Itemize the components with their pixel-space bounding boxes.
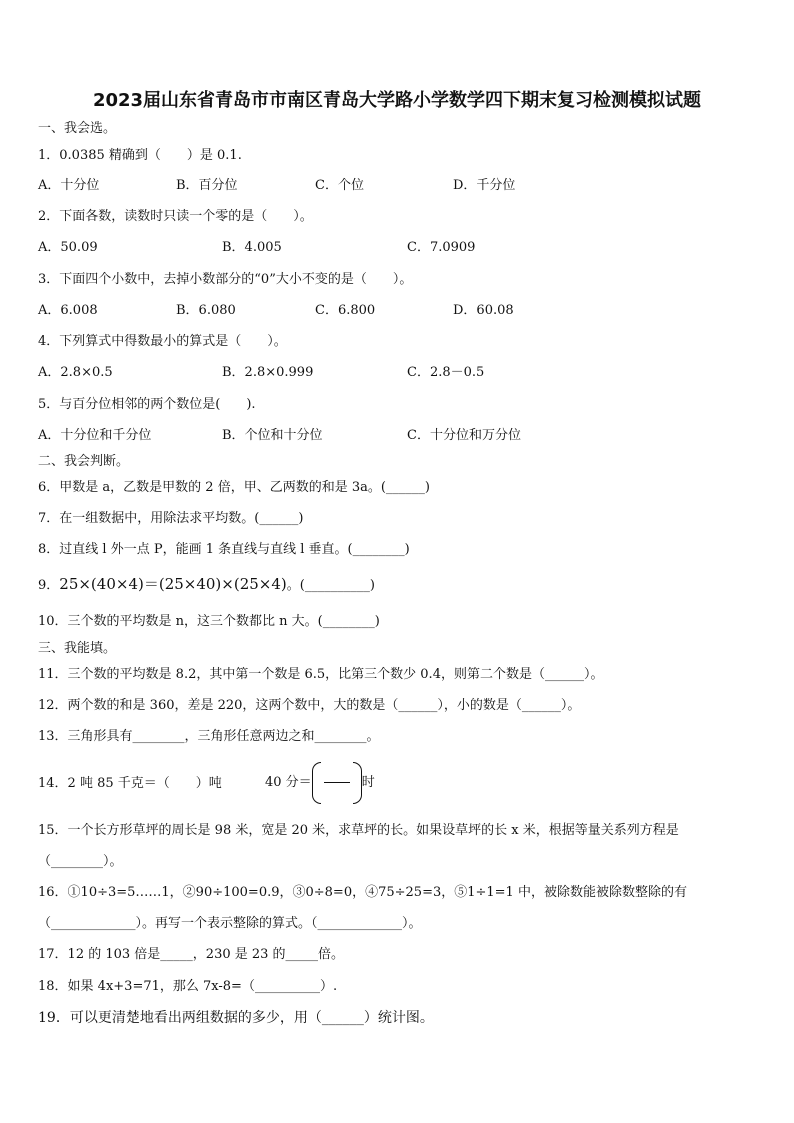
section-choice: 一、我会选。 [38, 121, 117, 136]
question-1: 1．0.0385 精确到（ ）是 0.1. [38, 148, 242, 163]
question-8: 8．过直线 l 外一点 P，能画 1 条直线与直线 l 垂直。(________) [38, 542, 410, 557]
q1-option-b: B．百分位 [176, 178, 238, 193]
q1-option-a: A．十分位 [38, 178, 100, 193]
q3-option-a: A．6.008 [38, 303, 98, 318]
question-2: 2．下面各数，读数时只读一个零的是（ ）。 [38, 209, 313, 224]
q5-option-a: A．十分位和千分位 [38, 428, 152, 443]
q9-expression: 25×(40×4)＝(25×40)×(25×4) [59, 575, 287, 593]
question-5: 5．与百分位相邻的两个数位是( ). [38, 397, 256, 412]
question-13: 13．三角形具有________，三角形任意两边之和________。 [38, 729, 380, 744]
question-11: 11．三个数的平均数是 8.2，其中第一个数是 6.5，比第三个数少 0.4，则第二个数是（______）。 [38, 667, 604, 682]
question-14-weight: 14．2 吨 85 千克＝（ ）吨 [38, 776, 222, 791]
question-9 [38, 575, 375, 595]
question-4: 4．下列算式中得数最小的算式是（ ）。 [38, 334, 287, 349]
q3-option-d: D．60.08 [453, 303, 514, 318]
q2-option-a: A．50.09 [38, 240, 98, 255]
q3-option-b: B．6.080 [176, 303, 236, 318]
section-judge: 二、我会判断。 [38, 454, 130, 469]
q3-option-c: C．6.800 [315, 303, 376, 318]
fraction-blank [312, 762, 362, 804]
q9-blank: 。(__________) [286, 578, 375, 593]
question-10: 10．三个数的平均数是 n，这三个数都比 n 大。(________) [38, 614, 380, 629]
q2-option-b: B．4.005 [222, 240, 282, 255]
section-fill: 三、我能填。 [38, 641, 117, 656]
question-6: 6．甲数是 a，乙数是甲数的 2 倍，甲、乙两数的和是 3a。(______) [38, 480, 430, 495]
question-15-line2: （________）。 [38, 854, 123, 869]
question-7: 7．在一组数据中，用除法求平均数。(______) [38, 511, 304, 526]
exam-title: 2023届山东省青岛市市南区青岛大学路小学数学四下期末复习检测模拟试题 [92, 90, 702, 111]
question-12: 12．两个数的和是 360，差是 220，这两个数中，大的数是（______），小的数是（______）。 [38, 698, 581, 713]
question-14-time [265, 761, 375, 805]
q4-option-a: A．2.8×0.5 [38, 365, 113, 380]
q4-option-c: C．2.8－0.5 [407, 365, 485, 380]
q5-option-b: B．个位和十分位 [222, 428, 323, 443]
q14-time-unit: 时 [361, 775, 375, 790]
q1-option-c: C．个位 [315, 178, 364, 193]
q4-option-b: B．2.8×0.999 [222, 365, 314, 380]
question-16-line2: （_____________）。再写一个表示整除的算式。（_____________）。 [38, 916, 422, 931]
question-16-line1: 16．①10÷3=5……1，②90÷100=0.9，③0÷8=0，④75÷25=3，⑤1÷1=1 中，被除数能被除数整除的有 [38, 885, 687, 900]
question-17: 17．12 的 103 倍是_____，230 是 23 的_____倍。 [38, 947, 345, 962]
q9-number: 9． [38, 578, 60, 593]
question-15-line1: 15．一个长方形草坪的周长是 98 米，宽是 20 米，求草坪的长。如果设草坪的长 x 米，根据等量关系列方程是 [38, 823, 679, 838]
question-3: 3．下面四个小数中，去掉小数部分的“0”大小不变的是（ ）。 [38, 272, 413, 287]
q1-option-d: D．千分位 [453, 178, 516, 193]
question-19: 19．可以更清楚地看出两组数据的多少，用（______）统计图。 [38, 1010, 434, 1026]
q5-option-c: C．十分位和万分位 [407, 428, 521, 443]
q2-option-c: C．7.0909 [407, 240, 476, 255]
question-18: 18．如果 4x+3=71，那么 7x-8=（__________）. [38, 979, 338, 994]
q14-time-label: 40 分＝ [265, 775, 312, 790]
